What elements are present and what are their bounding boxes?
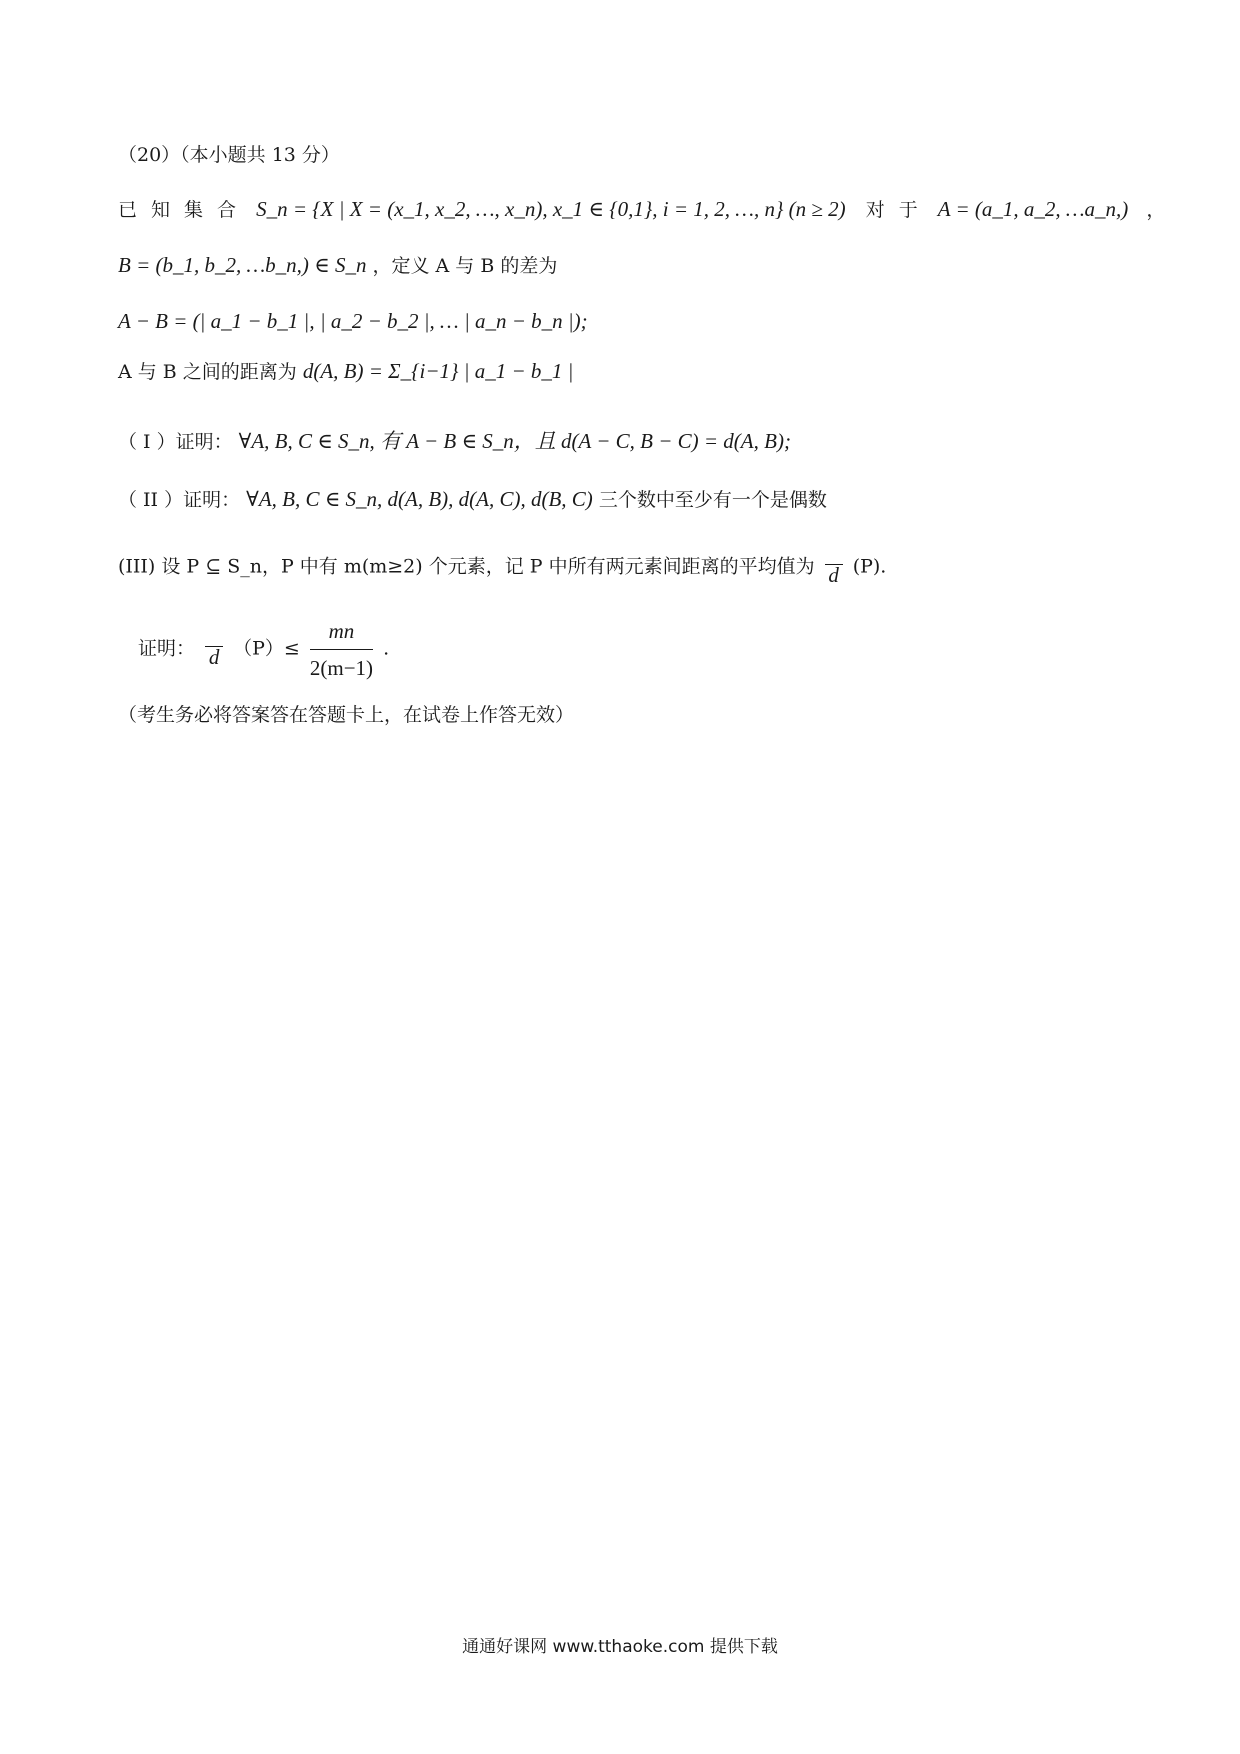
problem-header	[118, 140, 340, 170]
define-diff-text: ，定义 A 与 B 的差为	[372, 255, 558, 277]
notice-text: （考生务必将答案答在答题卡上，在试卷上作答无效）	[118, 704, 575, 726]
difference-formula-line	[118, 306, 588, 337]
intro-label: 已知集合	[118, 199, 251, 221]
part-2-line	[118, 484, 827, 515]
proof-mid: （P）≤	[233, 637, 300, 660]
difference-formula: A − B = (| a_1 − b_1 |, | a_2 − b_2 |, … | a_n − b_n |);	[118, 309, 588, 333]
part-2-tail: 三个数中至少有一个是偶数	[598, 489, 827, 511]
part-3-text-a: (III) 设 P ⊆ S_n，P 中有 m(m≥2) 个元素，记 P 中所有两元素间距离的平均值为	[118, 555, 815, 578]
problem-header-text: （20）（本小题共 13 分）	[118, 144, 340, 166]
part-2-label: （ II ）证明：	[118, 489, 241, 511]
part-3-text-b: (P).	[852, 555, 887, 578]
page-footer	[0, 1632, 1240, 1657]
proof-line	[138, 616, 389, 683]
part-3-line	[118, 550, 886, 585]
distance-formula: d(A, B) = Σ_{i−1} | a_1 − b_1 |	[302, 359, 574, 383]
part-2-formula: ∀A, B, C ∈ S_n, d(A, B), d(A, C), d(B, C)	[246, 487, 593, 511]
fraction-denominator: 2(m−1)	[309, 656, 374, 680]
footer-text: 通通好课网 www.tthaoke.com 提供下载	[462, 1637, 778, 1657]
set-definition-line: 已知集合 S_n = {X | X = (x_1, x_2, …, x_n), x_1 ∈ {0,1}, i = 1, 2, …, n} (n ≥ 2) 对于 A = (a_1, a_2, …a_n,) ，	[118, 197, 1166, 221]
b-definition-formula: B = (b_1, b_2, …b_n,) ∈ S_n	[118, 253, 367, 277]
part-1-line	[118, 426, 791, 457]
fraction-end: .	[383, 637, 390, 660]
fraction-numerator: mn	[310, 616, 373, 650]
part-1-label: （ I ）证明：	[118, 431, 233, 453]
a-definition-formula: A = (a_1, a_2, …a_n,)	[937, 197, 1129, 221]
set-definition-formula: S_n = {X | X = (x_1, x_2, …, x_n), x_1 ∈ {0,1}, i = 1, 2, …, n} (n ≥ 2)	[256, 197, 846, 221]
d-bar-symbol-proof: d	[205, 632, 223, 667]
fraction-mn-over-2m-1	[310, 616, 373, 683]
d-bar-symbol: d	[825, 550, 843, 585]
part-1-formula: ∀A, B, C ∈ S_n, 有 A − B ∈ S_n，且 d(A − C, B − C) = d(A, B);	[238, 429, 791, 453]
distance-line	[118, 356, 573, 387]
notice-line	[118, 700, 574, 730]
b-definition-line	[118, 250, 557, 281]
distance-text: A 与 B 之间的距离为	[118, 361, 297, 383]
for-label: 对于	[865, 199, 932, 221]
proof-label: 证明：	[138, 637, 196, 660]
